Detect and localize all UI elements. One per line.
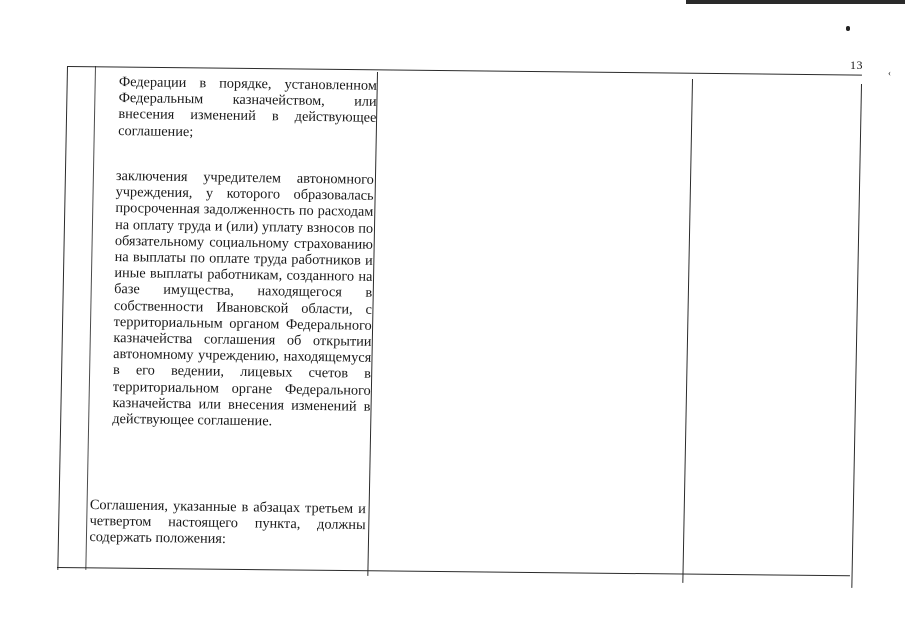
page-number: 13 [850,58,863,72]
paragraph-1-text: Федерации в порядке, установленном Федеральным казначейством, или внесения изменений в действующее соглашение; [118,74,377,140]
table-bottom-border [57,567,850,576]
table-left-border [57,66,68,570]
paragraph-3-text: Соглашения, указанные в абзацах третьем и четвертом настоящего пункта, должны содержать положения: [89,497,366,548]
paragraph-1 [118,74,377,143]
table-inner-border [85,66,96,570]
table-right-border [851,84,862,588]
scan-edge-line [686,0,905,4]
paragraph-2 [112,168,374,431]
paragraph-3 [89,497,366,550]
paragraph-2-text: заключения учредителем автономного учреждения, у которого образовалась просроченная задолженность по расходам на оплату труда и (или) уплату взносов по обязательному социальному страхованию на выплаты по оплате труда работников и иные выплаты работникам, созданного на базе имущества, находящегося в собственности Ивановской области, с территориальным органом Федерального казначейства соглашения об открытии автономному учреждению, находящемуся в его ведении, лицевых счетов в территориальном органе Федерального казначейства или внесения изменений в действующее соглашение. [112,168,374,430]
scan-dot [846,26,850,31]
scan-speck: ‹ [888,68,891,78]
table-column-divider-2 [682,79,693,583]
